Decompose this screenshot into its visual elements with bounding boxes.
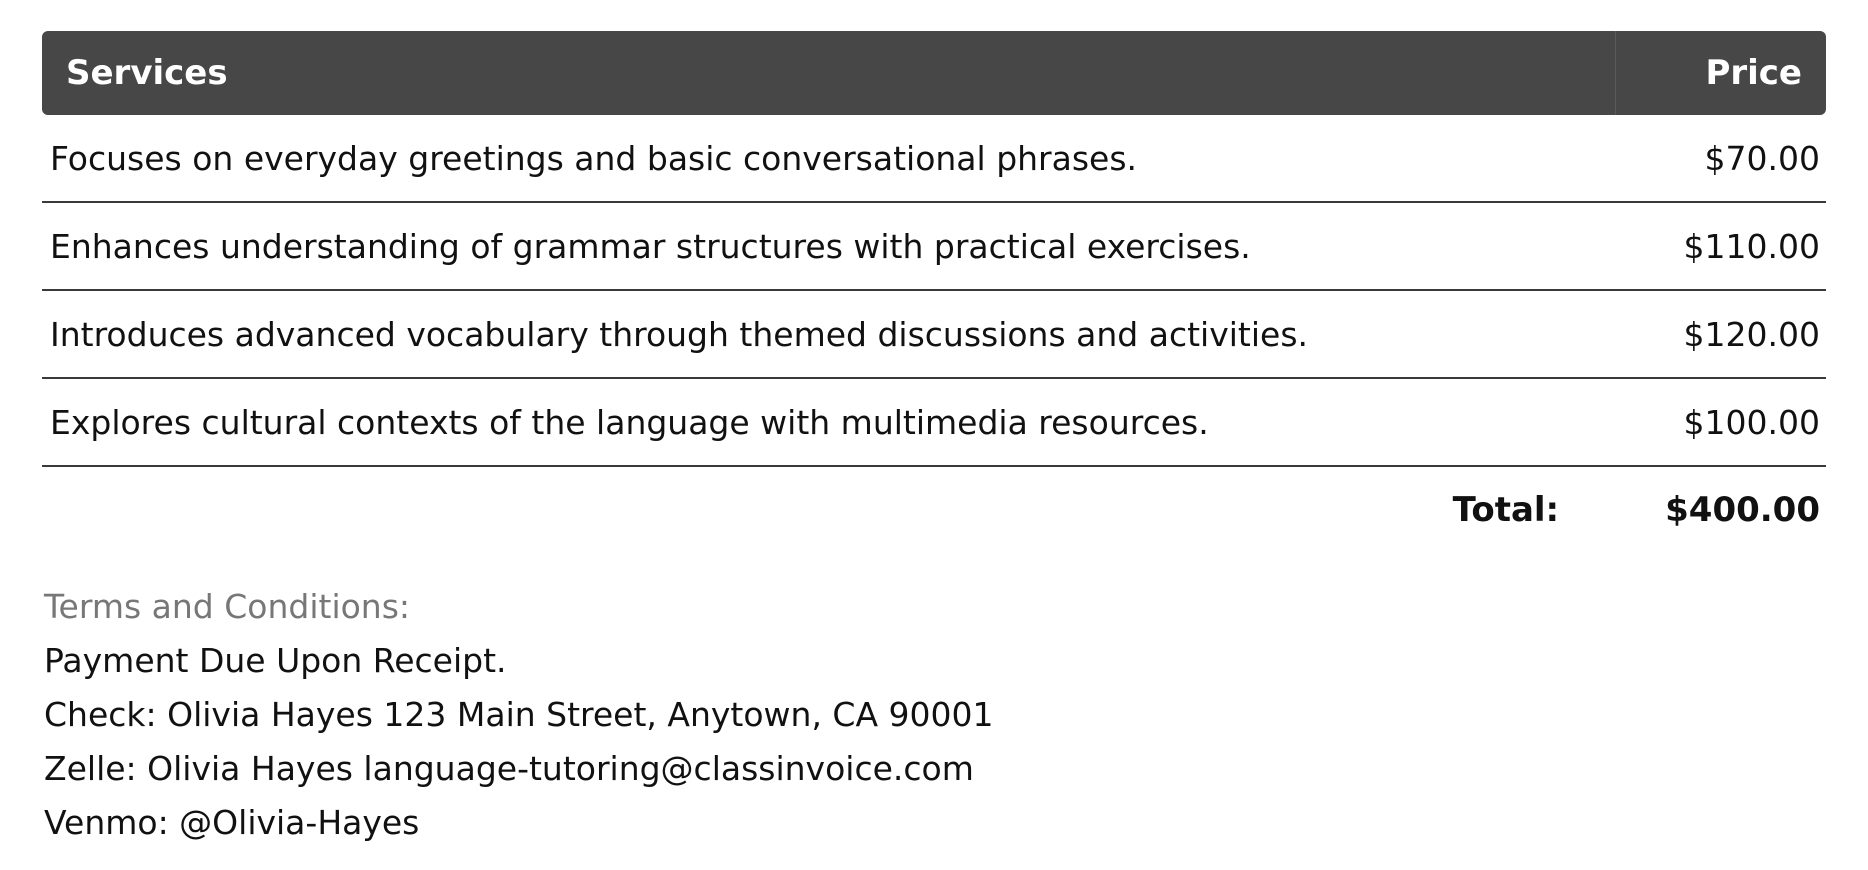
services-column-header: Services [66, 53, 228, 93]
service-price: $100.00 [1683, 402, 1820, 442]
table-row [42, 291, 1826, 379]
table-header [42, 31, 1826, 115]
terms-line-venmo: Venmo: @Olivia-Hayes [44, 803, 420, 842]
service-price: $110.00 [1683, 226, 1820, 266]
total-row [42, 467, 1826, 553]
table-row [42, 203, 1826, 291]
terms-line-check: Check: Olivia Hayes 123 Main Street, Anytown, CA 90001 [44, 695, 994, 734]
terms-line-payment: Payment Due Upon Receipt. [44, 641, 507, 680]
terms-line-zelle: Zelle: Olivia Hayes language-tutoring@classinvoice.com [44, 749, 974, 788]
invoice-table [42, 31, 1826, 553]
table-row [42, 379, 1826, 467]
service-description: Introduces advanced vocabulary through themed discussions and activities. [50, 314, 1308, 354]
service-description: Explores cultural contexts of the language with multimedia resources. [50, 402, 1209, 442]
total-label: Total: [1452, 490, 1560, 530]
service-description: Enhances understanding of grammar structures with practical exercises. [50, 226, 1251, 266]
table-row [42, 115, 1826, 203]
terms-section [44, 580, 994, 850]
price-column-header: Price [1615, 31, 1826, 115]
service-price: $70.00 [1704, 138, 1820, 178]
terms-title: Terms and Conditions: [44, 587, 411, 626]
service-price: $120.00 [1683, 314, 1820, 354]
total-value: $400.00 [1665, 490, 1820, 530]
service-description: Focuses on everyday greetings and basic conversational phrases. [50, 138, 1138, 178]
